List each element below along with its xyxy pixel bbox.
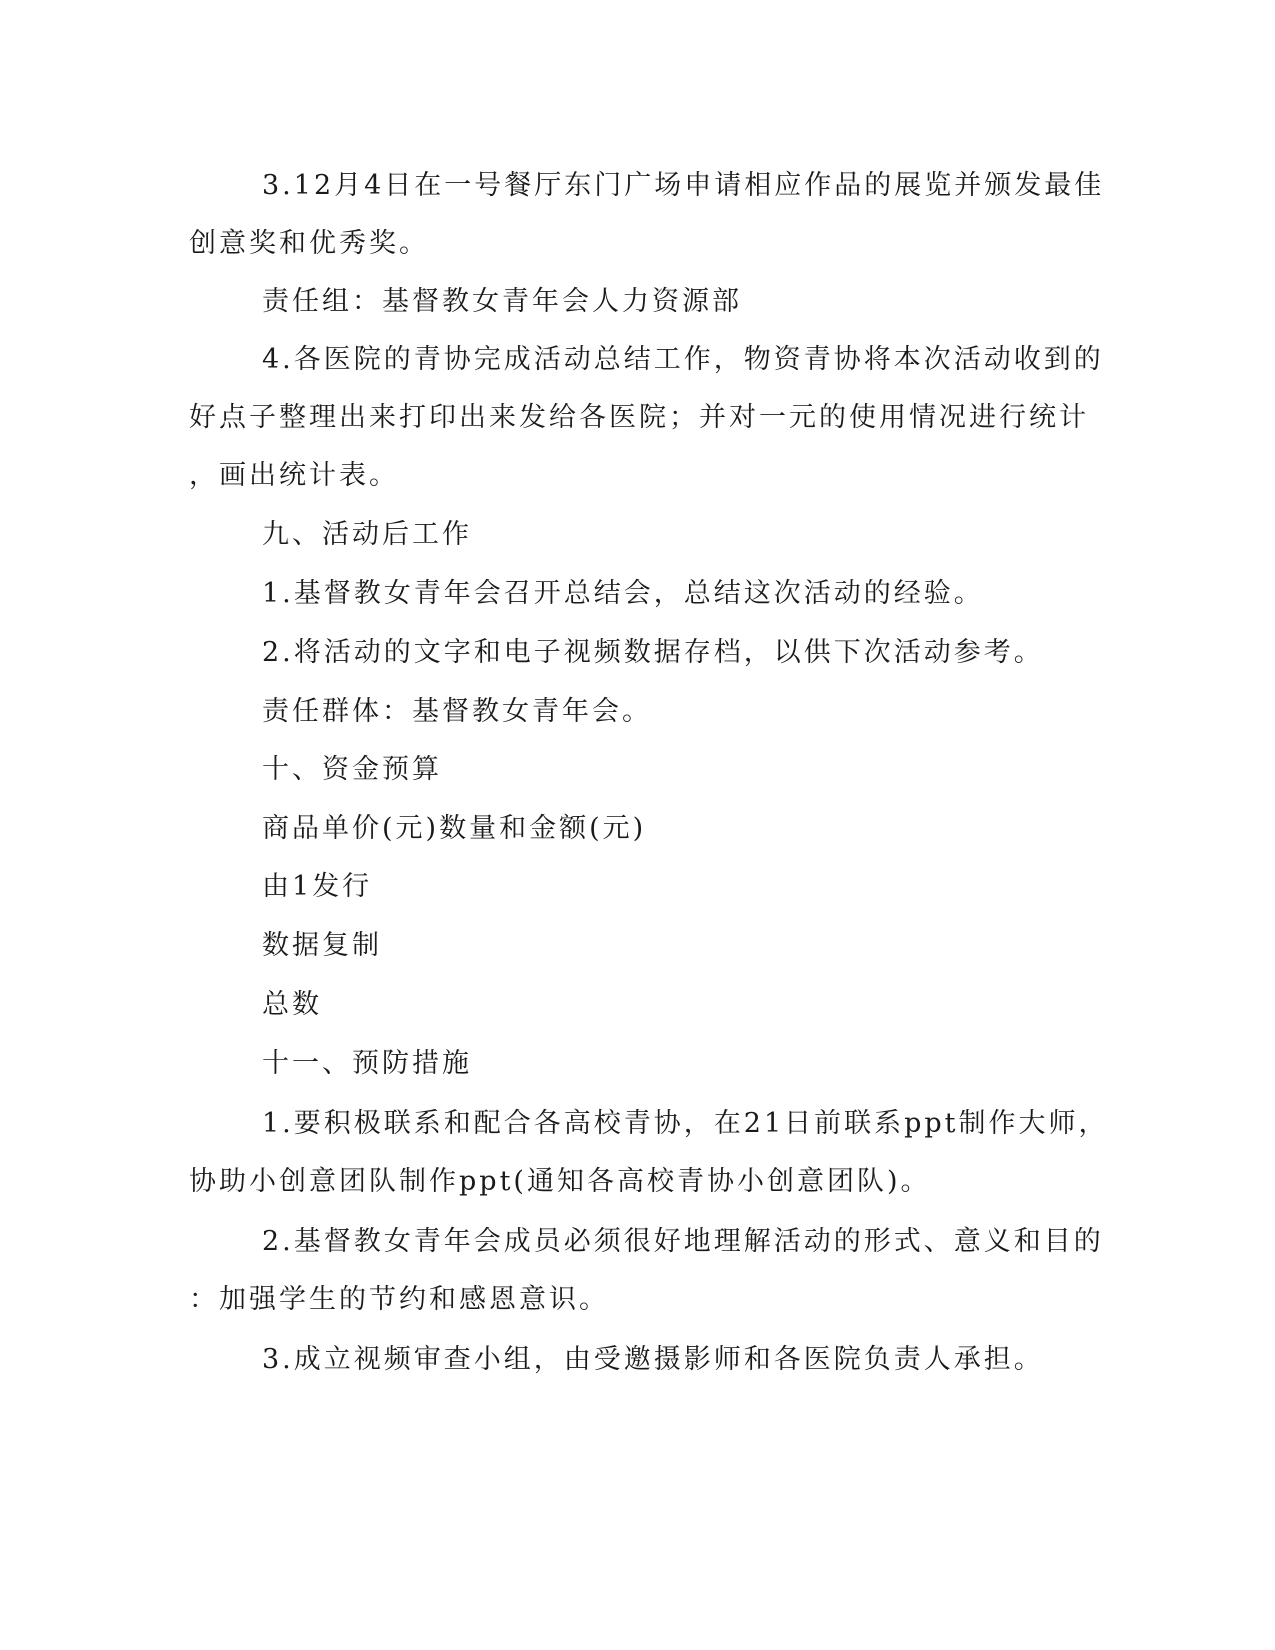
- paragraph-3-line-1: 3.12月4日在一号餐厅东门广场申请相应作品的展览并颁发最佳: [262, 170, 1105, 201]
- budget-total: 总数: [262, 989, 322, 1020]
- section-11-item-2-line-2: ：加强学生的节约和感恩意识。: [189, 1284, 609, 1315]
- section-9-responsible: 责任群体：基督教女青年会。: [262, 696, 652, 727]
- paragraph-3-line-2: 创意奖和优秀奖。: [189, 228, 429, 259]
- section-11-item-2-line-1: 2.基督教女青年会成员必须很好地理解活动的形式、意义和目的: [262, 1226, 1104, 1257]
- section-9-item-2: 2.将活动的文字和电子视频数据存档，以供下次活动参考。: [262, 637, 1044, 668]
- paragraph-4-line-3: ，画出统计表。: [189, 460, 399, 491]
- section-11-item-3: 3.成立视频审查小组，由受邀摄影师和各医院负责人承担。: [262, 1344, 1044, 1375]
- budget-header-line: 商品单价(元)数量和金额(元): [262, 813, 647, 844]
- section-11-item-1-line-2: 协助小创意团队制作ppt(通知各高校青协小创意团队)。: [189, 1166, 931, 1197]
- section-9-item-1: 1.基督教女青年会召开总结会，总结这次活动的经验。: [262, 578, 984, 609]
- responsible-group-line: 责任组：基督教女青年会人力资源部: [262, 286, 742, 317]
- budget-item-1: 由1发行: [262, 871, 373, 902]
- section-11-heading: 十一、预防措施: [262, 1048, 472, 1079]
- section-9-heading: 九、活动后工作: [262, 519, 472, 550]
- section-11-item-1-line-1: 1.要积极联系和配合各高校青协，在21日前联系ppt制作大师，: [262, 1108, 1109, 1139]
- paragraph-4-line-1: 4.各医院的青协完成活动总结工作，物资青协将本次活动收到的: [262, 344, 1104, 375]
- section-10-heading: 十、资金预算: [262, 754, 442, 785]
- paragraph-4-line-2: 好点子整理出来打印出来发给各医院；并对一元的使用情况进行统计: [189, 402, 1089, 433]
- budget-item-2: 数据复制: [262, 930, 382, 961]
